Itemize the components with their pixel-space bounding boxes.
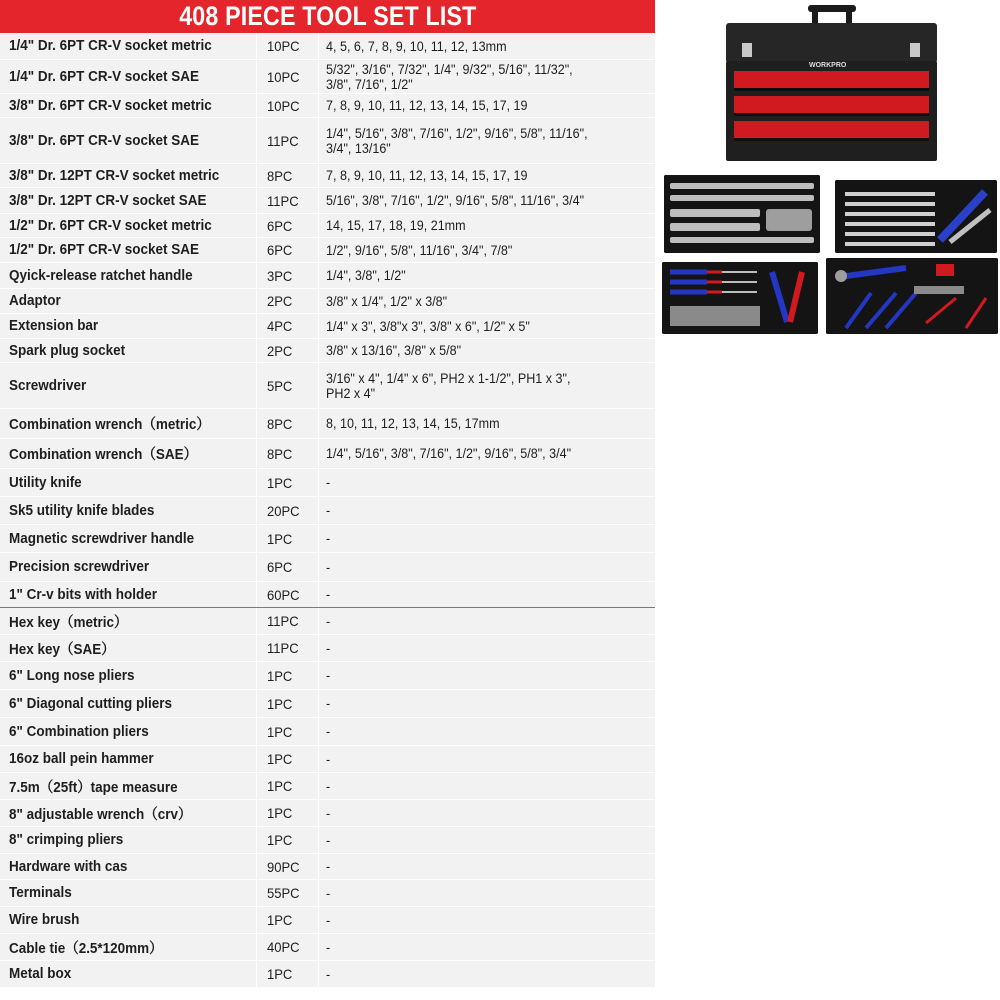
table-row xyxy=(0,363,655,409)
tool-list-table xyxy=(0,33,655,988)
table-row xyxy=(0,934,655,961)
item-sizes xyxy=(319,339,655,362)
item-sizes xyxy=(319,497,655,524)
item-sizes-text: - xyxy=(326,668,331,683)
item-quantity-text: 2PC xyxy=(267,342,293,359)
item-quantity xyxy=(257,718,319,745)
item-quantity xyxy=(257,934,319,960)
item-sizes-text: - xyxy=(326,640,331,656)
item-name-text: 6" Combination pliers xyxy=(9,723,149,740)
item-name-text: Metal box xyxy=(9,966,72,982)
item-quantity-text: 90PC xyxy=(267,858,300,875)
item-sizes-text: - xyxy=(326,531,331,546)
table-row xyxy=(0,961,655,988)
item-quantity-text: 6PC xyxy=(267,217,293,234)
socket-tray-image xyxy=(664,175,820,253)
item-name xyxy=(0,314,257,338)
table-row xyxy=(0,339,655,363)
item-sizes-text: 5/16", 3/8", 7/16", 1/2", 9/16", 5/8", 11/16", 3/4" xyxy=(326,193,585,208)
item-quantity xyxy=(257,164,319,187)
item-sizes-text: 7, 8, 9, 10, 11, 12, 13, 14, 15, 17, 19 xyxy=(326,98,528,113)
table-row xyxy=(0,118,655,164)
item-quantity xyxy=(257,827,319,853)
table-row xyxy=(0,60,655,94)
item-sizes-text: - xyxy=(326,587,331,602)
item-sizes-text: 1/4" x 3", 3/8"x 3", 3/8" x 6", 1/2" x 5" xyxy=(326,318,530,334)
item-name xyxy=(0,33,257,59)
item-name xyxy=(0,164,257,187)
item-sizes-text: - xyxy=(326,966,331,982)
item-quantity xyxy=(257,263,319,288)
item-quantity-text: 1PC xyxy=(267,778,293,794)
item-quantity xyxy=(257,773,319,799)
item-name-text: 6" Long nose pliers xyxy=(9,667,135,684)
item-name xyxy=(0,608,257,634)
item-quantity-text: 11PC xyxy=(267,132,299,149)
item-sizes-text: - xyxy=(326,751,331,767)
item-quantity-text: 20PC xyxy=(267,502,300,519)
item-sizes xyxy=(319,690,655,717)
item-quantity-text: 1PC xyxy=(267,832,293,848)
item-sizes xyxy=(319,773,655,799)
item-quantity xyxy=(257,746,319,772)
item-name-text: 16oz ball pein hammer xyxy=(9,751,154,767)
item-name xyxy=(0,525,257,552)
item-quantity-text: 1PC xyxy=(267,751,293,767)
item-sizes xyxy=(319,718,655,745)
item-quantity-text: 1PC xyxy=(267,966,293,982)
item-name-text: Utility knife xyxy=(9,474,82,491)
item-quantity-text: 10PC xyxy=(267,68,300,85)
table-row xyxy=(0,409,655,439)
table-row xyxy=(0,33,655,60)
item-name-text: Wire brush xyxy=(9,912,80,928)
wrench-tray-image xyxy=(835,180,997,253)
item-quantity-text: 10PC xyxy=(267,97,300,114)
item-sizes xyxy=(319,800,655,826)
item-quantity xyxy=(257,469,319,496)
item-sizes xyxy=(319,934,655,960)
table-row xyxy=(0,263,655,289)
item-quantity xyxy=(257,188,319,213)
product-photos xyxy=(660,0,1000,340)
item-quantity xyxy=(257,800,319,826)
item-quantity xyxy=(257,339,319,362)
item-name-text: Combination wrench（metric） xyxy=(9,417,210,433)
item-sizes-text: - xyxy=(326,939,331,955)
item-quantity xyxy=(257,690,319,717)
table-row xyxy=(0,690,655,718)
item-quantity xyxy=(257,314,319,338)
item-quantity xyxy=(257,363,319,408)
item-sizes-text: - xyxy=(326,859,331,874)
item-name xyxy=(0,718,257,745)
item-quantity-text: 1PC xyxy=(267,667,293,684)
item-sizes-text: 14, 15, 17, 18, 19, 21mm xyxy=(326,218,466,233)
pliers-tray-image xyxy=(826,258,998,334)
item-name-text: Hex key（SAE） xyxy=(9,641,115,658)
item-sizes xyxy=(319,314,655,338)
item-name-text: Spark plug socket xyxy=(9,342,126,359)
item-name-text: 1/4" Dr. 6PT CR-V socket metric xyxy=(9,38,212,54)
item-sizes xyxy=(319,33,655,59)
item-sizes xyxy=(319,635,655,661)
table-row xyxy=(0,608,655,635)
table-row xyxy=(0,746,655,773)
item-quantity-text: 60PC xyxy=(267,586,300,603)
item-sizes-text: - xyxy=(326,778,331,794)
item-sizes xyxy=(319,363,655,408)
item-quantity-text: 1PC xyxy=(267,723,293,740)
item-sizes-text: - xyxy=(326,832,331,848)
item-name-text: Cable tie（2.5*120mm） xyxy=(9,940,163,957)
item-sizes xyxy=(319,469,655,496)
item-name-text: Magnetic screwdriver handle xyxy=(9,530,195,547)
item-quantity xyxy=(257,60,319,93)
table-row xyxy=(0,827,655,854)
item-sizes xyxy=(319,439,655,468)
item-name-text: Qyick-release ratchet handle xyxy=(9,267,193,284)
item-sizes xyxy=(319,409,655,438)
item-sizes-text: - xyxy=(326,613,331,629)
item-sizes xyxy=(319,553,655,581)
item-sizes xyxy=(319,746,655,772)
table-row xyxy=(0,582,655,608)
item-sizes-text: 5/32", 3/16", 7/32", 1/4", 9/32", 5/16", 11/32", 3/8", 7/16", 1/2" xyxy=(326,61,573,92)
brand-logo: WORKPRO xyxy=(809,62,847,69)
item-sizes-text: 7, 8, 9, 10, 11, 12, 13, 14, 15, 17, 19 xyxy=(326,168,528,183)
item-name xyxy=(0,690,257,717)
item-name xyxy=(0,289,257,313)
item-quantity-text: 10PC xyxy=(267,38,300,54)
table-row xyxy=(0,800,655,827)
item-name xyxy=(0,880,257,906)
item-sizes xyxy=(319,118,655,163)
item-name xyxy=(0,907,257,933)
item-name xyxy=(0,497,257,524)
item-sizes xyxy=(319,907,655,933)
item-quantity xyxy=(257,662,319,689)
screwdriver-tray-image xyxy=(662,262,818,334)
item-name-text: 3/8" Dr. 12PT CR-V socket metric xyxy=(9,167,220,184)
item-name-text: Screwdriver xyxy=(9,377,87,394)
item-sizes-text: - xyxy=(326,885,331,901)
table-row xyxy=(0,553,655,582)
item-quantity xyxy=(257,553,319,581)
item-quantity-text: 8PC xyxy=(267,445,293,462)
item-sizes xyxy=(319,582,655,607)
item-quantity xyxy=(257,907,319,933)
table-row xyxy=(0,188,655,214)
table-row xyxy=(0,718,655,746)
item-name-text: Adaptor xyxy=(9,293,61,309)
item-sizes-text: 4, 5, 6, 7, 8, 9, 10, 11, 12, 13mm xyxy=(326,38,507,54)
item-name xyxy=(0,800,257,826)
item-sizes-text: - xyxy=(326,805,331,821)
item-sizes-text: - xyxy=(326,696,331,711)
item-quantity xyxy=(257,525,319,552)
item-quantity-text: 8PC xyxy=(267,167,293,184)
item-sizes-text: 3/16" x 4", 1/4" x 6", PH2 x 1-1/2", PH1 x 3", PH2 x 4" xyxy=(326,370,571,401)
item-name xyxy=(0,339,257,362)
table-row xyxy=(0,289,655,314)
item-name xyxy=(0,854,257,879)
item-name xyxy=(0,746,257,772)
item-sizes xyxy=(319,188,655,213)
item-sizes-text: - xyxy=(326,559,331,575)
item-name-text: 3/8" Dr. 6PT CR-V socket SAE xyxy=(9,132,200,149)
item-quantity xyxy=(257,608,319,634)
item-name xyxy=(0,469,257,496)
item-sizes-text: 1/4", 5/16", 3/8", 7/16", 1/2", 9/16", 5/8", 3/4" xyxy=(326,446,572,461)
table-row xyxy=(0,525,655,553)
table-row xyxy=(0,164,655,188)
item-quantity-text: 1PC xyxy=(267,912,293,928)
table-row xyxy=(0,94,655,118)
item-quantity-text: 5PC xyxy=(267,377,293,394)
item-sizes-text: - xyxy=(326,475,331,490)
item-name-text: 6" Diagonal cutting pliers xyxy=(9,695,172,712)
table-row xyxy=(0,854,655,880)
item-quantity xyxy=(257,439,319,468)
item-name xyxy=(0,439,257,468)
item-name xyxy=(0,60,257,93)
item-sizes-text: - xyxy=(326,503,331,518)
item-name xyxy=(0,94,257,117)
item-sizes-text: 1/2", 9/16", 5/8", 11/16", 3/4", 7/8" xyxy=(326,242,513,258)
table-row xyxy=(0,880,655,907)
item-name xyxy=(0,582,257,607)
item-quantity xyxy=(257,238,319,262)
item-quantity xyxy=(257,409,319,438)
item-name-text: 7.5m（25ft）tape measure xyxy=(9,779,178,796)
item-sizes xyxy=(319,263,655,288)
item-sizes-text: - xyxy=(326,724,331,739)
item-quantity-text: 6PC xyxy=(267,242,293,258)
item-name-text: 3/8" Dr. 12PT CR-V socket SAE xyxy=(9,192,207,209)
item-quantity-text: 8PC xyxy=(267,415,293,432)
title-banner xyxy=(0,0,655,33)
item-name xyxy=(0,934,257,960)
item-quantity-text: 1PC xyxy=(267,805,293,821)
item-name-text: Sk5 utility knife blades xyxy=(9,502,155,519)
item-sizes-text: - xyxy=(326,912,331,928)
tool-chest-image xyxy=(724,3,939,163)
item-quantity xyxy=(257,961,319,987)
table-row xyxy=(0,662,655,690)
item-name xyxy=(0,635,257,661)
item-sizes xyxy=(319,880,655,906)
item-quantity xyxy=(257,94,319,117)
item-quantity xyxy=(257,33,319,59)
item-name xyxy=(0,214,257,237)
item-name xyxy=(0,118,257,163)
item-quantity-text: 2PC xyxy=(267,293,293,309)
item-sizes xyxy=(319,289,655,313)
item-quantity xyxy=(257,118,319,163)
item-name xyxy=(0,961,257,987)
item-quantity xyxy=(257,289,319,313)
item-name xyxy=(0,188,257,213)
item-name-text: 1/2" Dr. 6PT CR-V socket SAE xyxy=(9,242,200,258)
item-sizes-text: 3/8" x 1/4", 1/2" x 3/8" xyxy=(326,293,448,309)
item-quantity-text: 11PC xyxy=(267,613,299,629)
item-name xyxy=(0,827,257,853)
item-sizes xyxy=(319,608,655,634)
table-row xyxy=(0,497,655,525)
table-row xyxy=(0,773,655,800)
item-name xyxy=(0,238,257,262)
item-sizes xyxy=(319,238,655,262)
item-quantity-text: 1PC xyxy=(267,530,293,547)
item-quantity-text: 11PC xyxy=(267,192,299,209)
item-name-text: Hex key（metric） xyxy=(9,614,128,631)
item-sizes xyxy=(319,164,655,187)
item-sizes xyxy=(319,214,655,237)
page-title: 408 PIECE TOOL SET LIST xyxy=(178,1,477,31)
item-sizes xyxy=(319,525,655,552)
item-sizes-text: 1/4", 5/16", 3/8", 7/16", 1/2", 9/16", 5/8", 11/16", 3/4", 13/16" xyxy=(326,125,588,156)
table-row xyxy=(0,214,655,238)
item-sizes-text: 3/8" x 13/16", 3/8" x 5/8" xyxy=(326,343,462,358)
table-row xyxy=(0,238,655,263)
item-quantity-text: 55PC xyxy=(267,885,300,901)
item-name-text: Hardware with cas xyxy=(9,858,128,875)
item-quantity-text: 6PC xyxy=(267,559,293,575)
item-quantity xyxy=(257,880,319,906)
item-sizes xyxy=(319,854,655,879)
item-name-text: Extension bar xyxy=(9,318,99,334)
item-name xyxy=(0,363,257,408)
item-name-text: 1/2" Dr. 6PT CR-V socket metric xyxy=(9,217,212,234)
item-name-text: 8" crimping pliers xyxy=(9,832,124,848)
table-row xyxy=(0,469,655,497)
item-quantity-text: 4PC xyxy=(267,318,293,334)
item-name-text: 1" Cr-v bits with holder xyxy=(9,586,158,603)
item-name xyxy=(0,263,257,288)
item-quantity-text: 40PC xyxy=(267,939,300,955)
item-sizes xyxy=(319,827,655,853)
item-name xyxy=(0,409,257,438)
table-row xyxy=(0,439,655,469)
item-name xyxy=(0,553,257,581)
item-sizes xyxy=(319,961,655,987)
item-quantity xyxy=(257,582,319,607)
item-name-text: Precision screwdriver xyxy=(9,559,150,575)
item-name-text: Terminals xyxy=(9,885,72,901)
item-quantity xyxy=(257,635,319,661)
item-quantity xyxy=(257,497,319,524)
table-row xyxy=(0,314,655,339)
table-row xyxy=(0,635,655,662)
item-quantity xyxy=(257,854,319,879)
item-quantity-text: 3PC xyxy=(267,267,293,284)
item-name xyxy=(0,662,257,689)
item-sizes-text: 8, 10, 11, 12, 13, 14, 15, 17mm xyxy=(326,416,500,431)
item-quantity-text: 11PC xyxy=(267,640,299,656)
item-name-text: 8" adjustable wrench（crv） xyxy=(9,806,192,823)
item-quantity xyxy=(257,214,319,237)
item-sizes xyxy=(319,662,655,689)
item-name xyxy=(0,773,257,799)
item-sizes-text: 1/4", 3/8", 1/2" xyxy=(326,268,406,283)
item-sizes xyxy=(319,60,655,93)
item-name-text: 1/4" Dr. 6PT CR-V socket SAE xyxy=(9,68,200,85)
item-name-text: 3/8" Dr. 6PT CR-V socket metric xyxy=(9,97,212,114)
table-row xyxy=(0,907,655,934)
item-quantity-text: 1PC xyxy=(267,474,293,491)
item-name-text: Combination wrench（SAE） xyxy=(9,447,198,463)
item-quantity-text: 1PC xyxy=(267,695,293,712)
item-sizes xyxy=(319,94,655,117)
